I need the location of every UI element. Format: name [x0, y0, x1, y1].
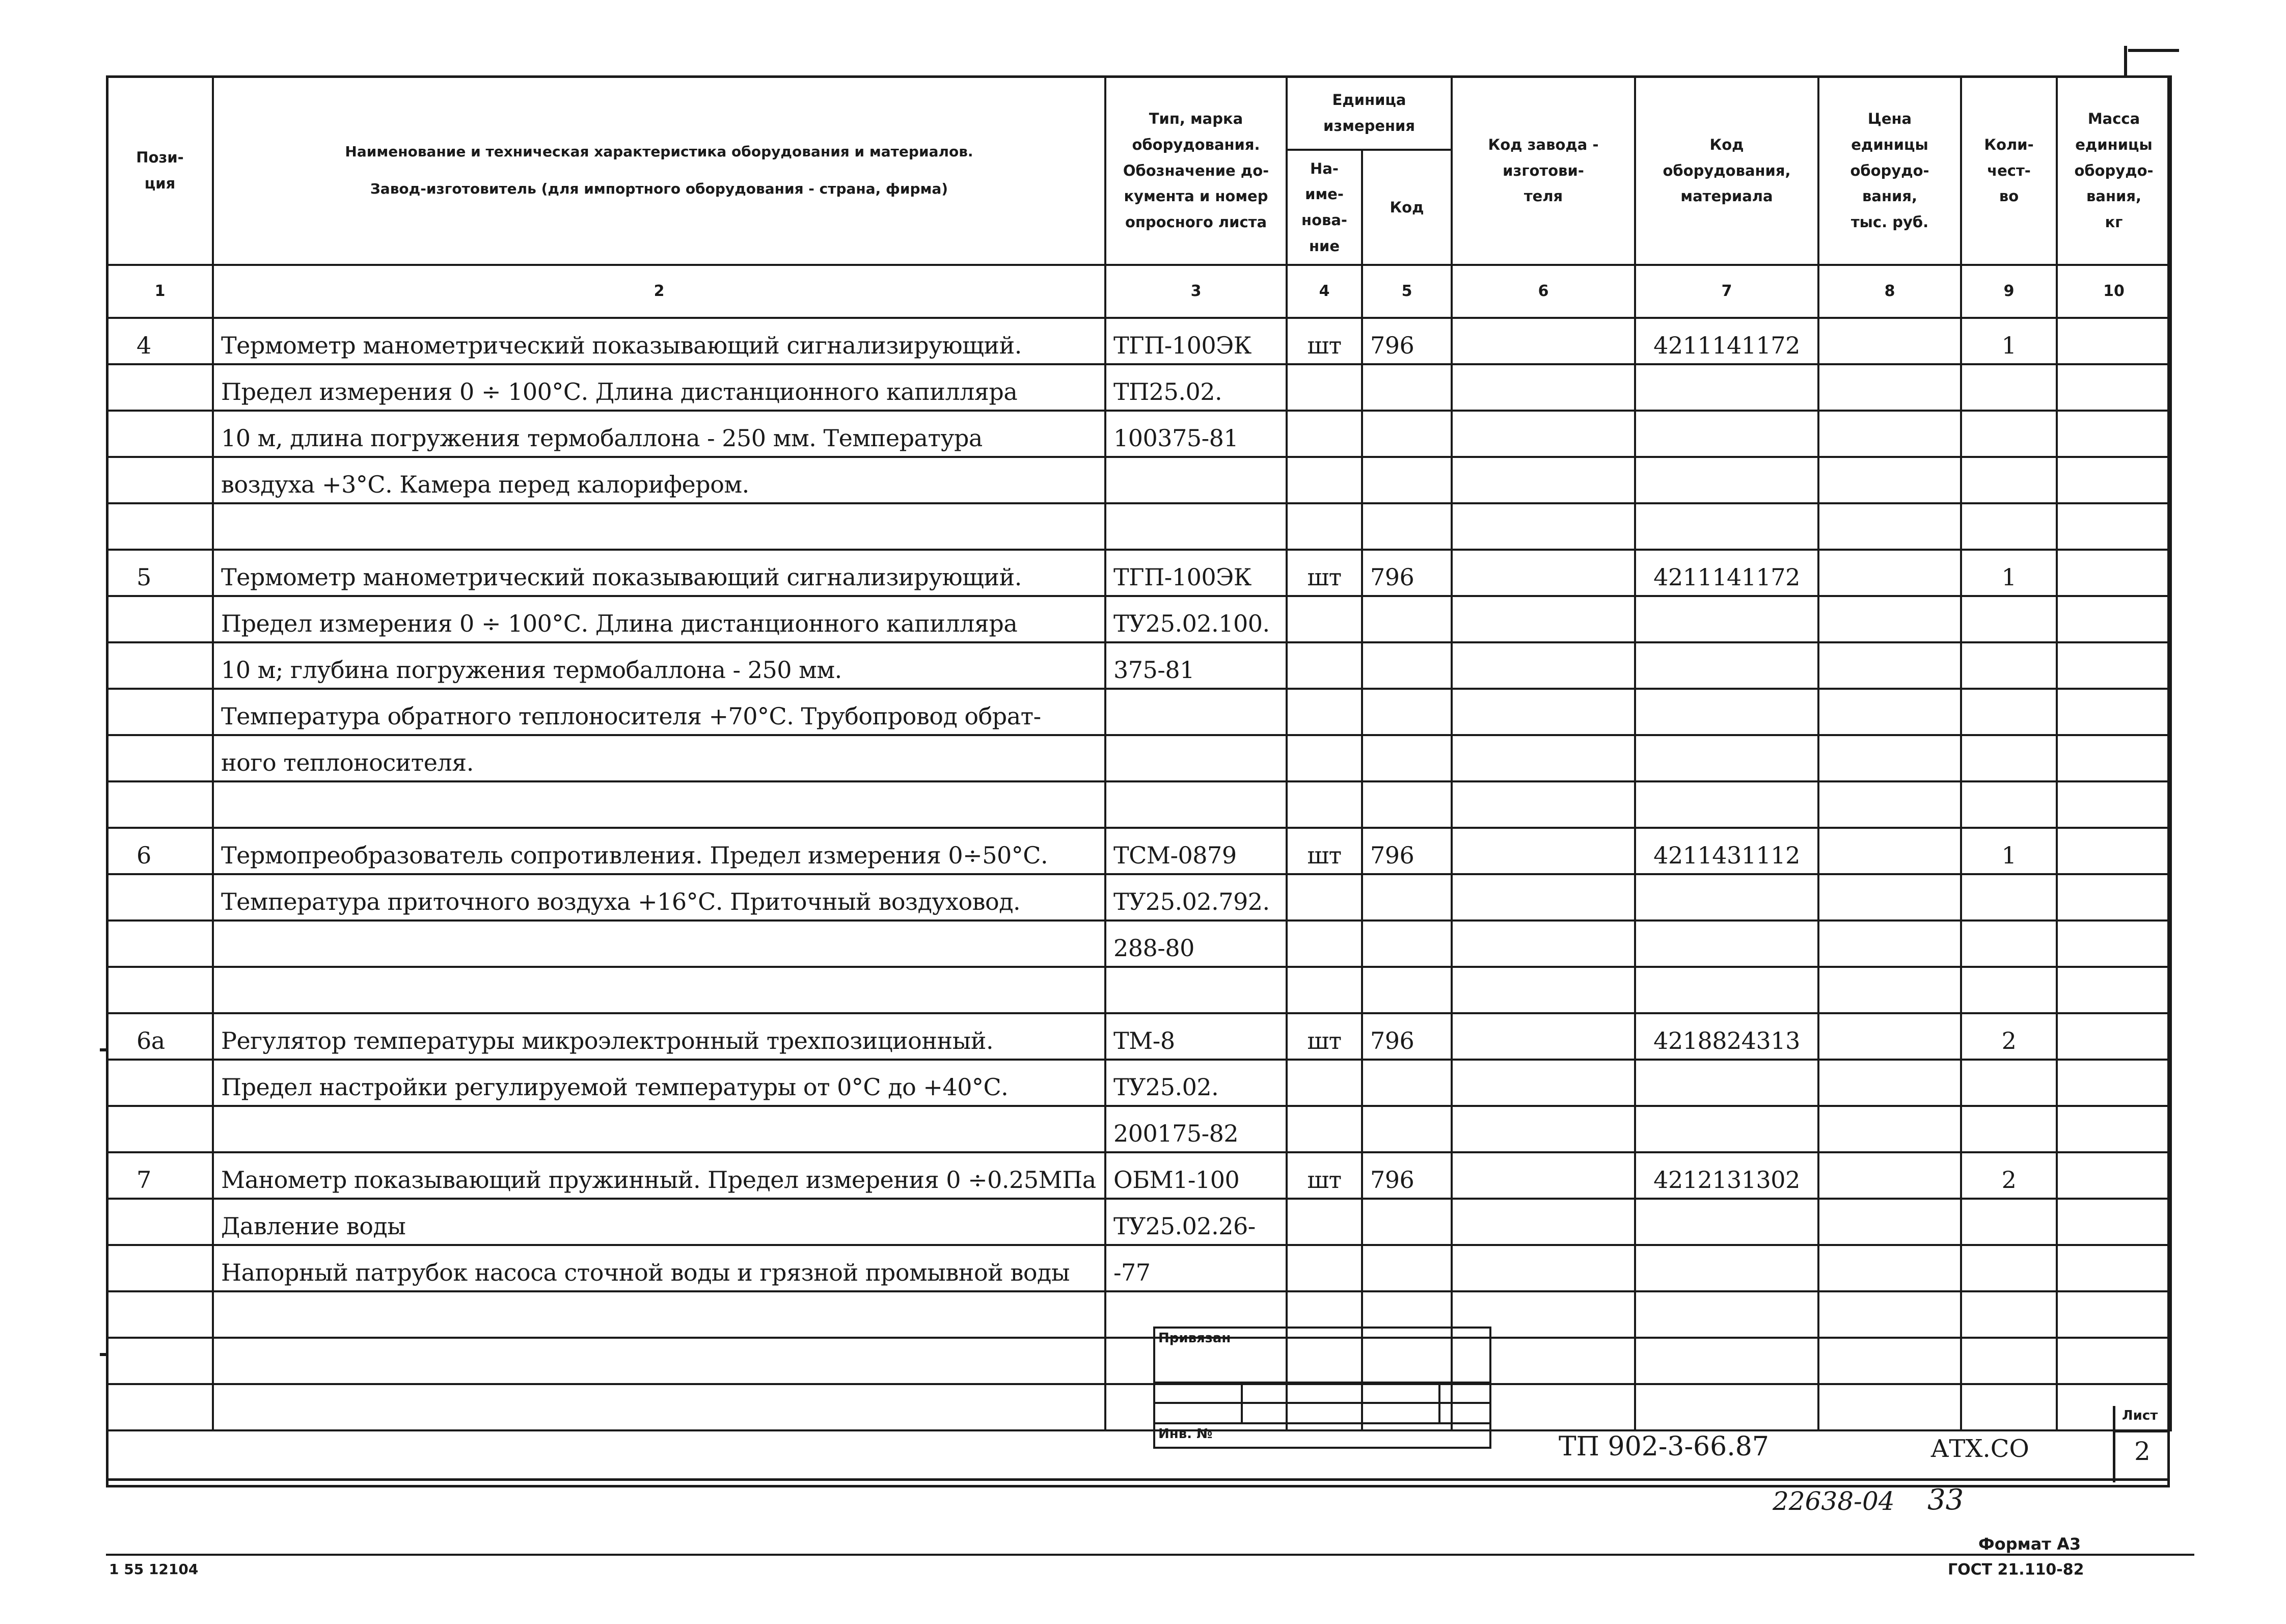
cell-quantity: [1961, 735, 2057, 781]
cell-price: [1818, 689, 1961, 735]
cell-price: [1818, 1199, 1961, 1245]
table-row: [107, 1338, 2171, 1384]
cell-unit: шт: [1287, 1152, 1362, 1199]
cell-price: [1818, 874, 1961, 921]
bottom-rule: [106, 1554, 2194, 1556]
cell-plant-code: [1452, 967, 1635, 1013]
cell-position: [107, 364, 213, 411]
cell-unit-code: [1362, 781, 1452, 828]
cell-price: [1818, 921, 1961, 967]
cell-equipment-code: 4211141172: [1635, 318, 1818, 364]
cell-unit-code: [1362, 1060, 1452, 1106]
table-row: [107, 1013, 2171, 1060]
cell-unit: [1287, 457, 1362, 503]
corner-mark: [2124, 46, 2127, 76]
cell-plant-code: [1452, 689, 1635, 735]
table-row: [107, 1106, 2171, 1152]
cell-plant-code: [1452, 921, 1635, 967]
cell-plant-code: [1452, 1199, 1635, 1245]
cell-equipment-code: 4218824313: [1635, 1013, 1818, 1060]
cell-quantity: [1961, 689, 2057, 735]
stamp-inv-label: Инв. №: [1154, 1423, 1490, 1448]
table-row: [107, 503, 2171, 550]
cell-quantity: [1961, 921, 2057, 967]
cell-name: 10 м; глубина погружения термобаллона - 250 мм.: [213, 642, 1105, 689]
cell-price: [1818, 1338, 1961, 1384]
cell-position: [107, 411, 213, 457]
cell-price: [1818, 642, 1961, 689]
column-number: 9: [1961, 265, 2057, 318]
cell-equipment-code: [1635, 1060, 1818, 1106]
cell-name: [213, 1338, 1105, 1384]
cell-unit-code: [1362, 921, 1452, 967]
cell-price: [1818, 1384, 1961, 1430]
document-code: ТП 902-3-66.87: [1559, 1431, 1769, 1462]
table-row: [107, 967, 2171, 1013]
cell-price: [1818, 457, 1961, 503]
cell-equipment-code: [1635, 457, 1818, 503]
cell-mass: [2057, 1291, 2171, 1338]
cell-type: ТГП-100ЭК: [1105, 318, 1287, 364]
cell-position: [107, 1060, 213, 1106]
cell-mass: [2057, 921, 2171, 967]
cell-unit: [1287, 1199, 1362, 1245]
cell-unit: [1287, 874, 1362, 921]
header-price: Цена единицы оборудо- вания, тыс. руб.: [1818, 76, 1961, 265]
cell-price: [1818, 318, 1961, 364]
table-row: [107, 411, 2171, 457]
cell-position: [107, 781, 213, 828]
header-name: Наименование и техническая характеристика оборудования и материалов. Завод-изготовитель (для импортного оборудования - страна, фирма): [213, 76, 1105, 265]
approval-stamp: [1153, 1327, 1491, 1449]
cell-mass: [2057, 828, 2171, 874]
cell-mass: [2057, 781, 2171, 828]
sheet-number: 2: [2134, 1437, 2151, 1466]
cell-unit: [1287, 689, 1362, 735]
cell-unit-code: [1362, 411, 1452, 457]
column-number: 2: [213, 265, 1105, 318]
cell-position: [107, 689, 213, 735]
cell-position: [107, 1291, 213, 1338]
column-number: 1: [107, 265, 213, 318]
cell-position: [107, 1199, 213, 1245]
cell-name: 10 м, длина погружения термобаллона - 250 мм. Температура: [213, 411, 1105, 457]
cell-unit: [1287, 596, 1362, 642]
cell-type: 100375-81: [1105, 411, 1287, 457]
cell-price: [1818, 967, 1961, 1013]
cell-unit: [1287, 411, 1362, 457]
header-unit-group: Единица измерения: [1287, 76, 1452, 150]
cell-quantity: 2: [1961, 1152, 2057, 1199]
cell-unit-code: 796: [1362, 1013, 1452, 1060]
cell-unit: [1287, 967, 1362, 1013]
cell-equipment-code: 4211431112: [1635, 828, 1818, 874]
cell-equipment-code: 4212131302: [1635, 1152, 1818, 1199]
cell-mass: [2057, 364, 2171, 411]
cell-equipment-code: [1635, 596, 1818, 642]
table-row: [107, 828, 2171, 874]
cell-position: [107, 921, 213, 967]
cell-quantity: 2: [1961, 1013, 2057, 1060]
cell-type: [1105, 967, 1287, 1013]
cell-plant-code: [1452, 874, 1635, 921]
cell-mass: [2057, 689, 2171, 735]
cell-plant-code: [1452, 596, 1635, 642]
cell-price: [1818, 550, 1961, 596]
cell-equipment-code: [1635, 921, 1818, 967]
table-row: [107, 921, 2171, 967]
cell-price: [1818, 364, 1961, 411]
cell-quantity: [1961, 457, 2057, 503]
cell-plant-code: [1452, 735, 1635, 781]
cell-unit-code: [1362, 967, 1452, 1013]
cell-mass: [2057, 1338, 2171, 1384]
cell-equipment-code: [1635, 1106, 1818, 1152]
cell-quantity: [1961, 781, 2057, 828]
cell-mass: [2057, 967, 2171, 1013]
cell-type: ТП25.02.: [1105, 364, 1287, 411]
cell-mass: [2057, 457, 2171, 503]
cell-quantity: [1961, 1060, 2057, 1106]
format-label: Формат А3: [1978, 1534, 2081, 1554]
header-equipment-code: Код оборудования, материала: [1635, 76, 1818, 265]
cell-quantity: [1961, 1199, 2057, 1245]
cell-position: [107, 1245, 213, 1291]
document-mark: АТХ.СО: [1930, 1434, 2029, 1463]
cell-type: -77: [1105, 1245, 1287, 1291]
cell-quantity: [1961, 1106, 2057, 1152]
specification-table: [106, 75, 2172, 1431]
cell-name: воздуха +3°С. Камера перед калорифером.: [213, 457, 1105, 503]
cell-plant-code: [1452, 1013, 1635, 1060]
cell-plant-code: [1452, 318, 1635, 364]
gost-label: ГОСТ 21.110-82: [1948, 1561, 2084, 1579]
page-number: 33: [1927, 1483, 1964, 1517]
cell-quantity: [1961, 1338, 2057, 1384]
table-row: [107, 874, 2171, 921]
cell-equipment-code: [1635, 781, 1818, 828]
cell-price: [1818, 596, 1961, 642]
cell-equipment-code: [1635, 503, 1818, 550]
sheet-box-divider: [2113, 1430, 2170, 1432]
column-number: 4: [1287, 265, 1362, 318]
cell-quantity: 1: [1961, 828, 2057, 874]
cell-unit-code: [1362, 596, 1452, 642]
cell-plant-code: [1452, 503, 1635, 550]
cell-position: [107, 642, 213, 689]
cell-equipment-code: [1635, 1199, 1818, 1245]
cell-unit-code: [1362, 503, 1452, 550]
cell-unit: [1287, 735, 1362, 781]
cell-unit: [1287, 921, 1362, 967]
cell-name: Температура обратного теплоносителя +70°С. Трубопровод обрат-: [213, 689, 1105, 735]
cell-name: Напорный патрубок насоса сточной воды и грязной промывной воды: [213, 1245, 1105, 1291]
cell-position: [107, 735, 213, 781]
cell-unit: шт: [1287, 550, 1362, 596]
header-unit-name: На- име- нова- ние: [1287, 150, 1362, 265]
cell-type: [1105, 689, 1287, 735]
cell-type: 288-80: [1105, 921, 1287, 967]
cell-mass: [2057, 411, 2171, 457]
cell-plant-code: [1452, 457, 1635, 503]
cell-price: [1818, 503, 1961, 550]
sheet-label: Лист: [2122, 1408, 2158, 1423]
cell-mass: [2057, 642, 2171, 689]
column-number: 3: [1105, 265, 1287, 318]
cell-unit: [1287, 503, 1362, 550]
cell-type: ТСМ-0879: [1105, 828, 1287, 874]
cell-mass: [2057, 1106, 2171, 1152]
cell-type: ТМ-8: [1105, 1013, 1287, 1060]
cell-mass: [2057, 1013, 2171, 1060]
cell-position: 4: [107, 318, 213, 364]
cell-quantity: [1961, 503, 2057, 550]
cell-name: [213, 1106, 1105, 1152]
cell-equipment-code: [1635, 1245, 1818, 1291]
cell-position: [107, 1384, 213, 1430]
cell-name: Давление воды: [213, 1199, 1105, 1245]
cell-type: 375-81: [1105, 642, 1287, 689]
cell-mass: [2057, 1060, 2171, 1106]
cell-quantity: 1: [1961, 550, 2057, 596]
cell-quantity: [1961, 1245, 2057, 1291]
table-row: [107, 781, 2171, 828]
cell-unit-code: [1362, 364, 1452, 411]
cell-equipment-code: [1635, 689, 1818, 735]
cell-unit-code: [1362, 689, 1452, 735]
cell-position: [107, 503, 213, 550]
cell-name: [213, 921, 1105, 967]
cell-equipment-code: [1635, 1384, 1818, 1430]
cell-name: Предел измерения 0 ÷ 100°С. Длина дистанционного капилляра: [213, 596, 1105, 642]
cell-equipment-code: [1635, 364, 1818, 411]
cell-unit: шт: [1287, 828, 1362, 874]
cell-name: [213, 1384, 1105, 1430]
cell-quantity: [1961, 1384, 2057, 1430]
cell-name: ного теплоносителя.: [213, 735, 1105, 781]
cell-position: [107, 1106, 213, 1152]
cell-price: [1818, 1152, 1961, 1199]
cell-unit-code: 796: [1362, 828, 1452, 874]
cell-plant-code: [1452, 550, 1635, 596]
column-number: 5: [1362, 265, 1452, 318]
cell-equipment-code: [1635, 735, 1818, 781]
cell-position: 6: [107, 828, 213, 874]
table-row: [107, 1384, 2171, 1430]
cell-quantity: [1961, 1291, 2057, 1338]
cell-type: ТГП-100ЭК: [1105, 550, 1287, 596]
header-mass: Масса единицы оборудо- вания, кг: [2057, 76, 2171, 265]
column-number: 8: [1818, 265, 1961, 318]
cell-equipment-code: 4211141172: [1635, 550, 1818, 596]
cell-type: [1105, 735, 1287, 781]
print-code: 1 55 12104: [109, 1561, 199, 1578]
cell-equipment-code: [1635, 642, 1818, 689]
table-row: [107, 689, 2171, 735]
cell-plant-code: [1452, 1245, 1635, 1291]
cell-unit-code: [1362, 1245, 1452, 1291]
cell-quantity: [1961, 874, 2057, 921]
table-header-row: [107, 76, 2171, 150]
column-number: 7: [1635, 265, 1818, 318]
cell-price: [1818, 1106, 1961, 1152]
table-row: [107, 735, 2171, 781]
cell-name: Термометр манометрический показывающий сигнализирующий.: [213, 318, 1105, 364]
cell-unit-code: [1362, 1106, 1452, 1152]
cell-plant-code: [1452, 828, 1635, 874]
cell-type: 200175-82: [1105, 1106, 1287, 1152]
cell-position: 7: [107, 1152, 213, 1199]
table-row: [107, 318, 2171, 364]
cell-position: 6а: [107, 1013, 213, 1060]
cell-quantity: 1: [1961, 318, 2057, 364]
cell-position: [107, 457, 213, 503]
table-row: [107, 1152, 2171, 1199]
cell-name: [213, 1291, 1105, 1338]
cell-equipment-code: [1635, 874, 1818, 921]
header-plant-code: Код завода - изготови- теля: [1452, 76, 1635, 265]
table-row: [107, 457, 2171, 503]
cell-equipment-code: [1635, 967, 1818, 1013]
cell-unit: [1287, 1245, 1362, 1291]
cell-quantity: [1961, 411, 2057, 457]
cell-mass: [2057, 1152, 2171, 1199]
cell-unit: [1287, 642, 1362, 689]
corner-mark: [2128, 49, 2179, 52]
cell-mass: [2057, 874, 2171, 921]
cell-price: [1818, 735, 1961, 781]
cell-name: Предел настройки регулируемой температуры от 0°С до +40°С.: [213, 1060, 1105, 1106]
table-row: [107, 1291, 2171, 1338]
cell-type: ОБМ1-100: [1105, 1152, 1287, 1199]
cell-mass: [2057, 1199, 2171, 1245]
cell-unit: шт: [1287, 318, 1362, 364]
cell-plant-code: [1452, 411, 1635, 457]
cell-mass: [2057, 735, 2171, 781]
cell-quantity: [1961, 642, 2057, 689]
cell-unit-code: [1362, 874, 1452, 921]
cell-plant-code: [1452, 642, 1635, 689]
table-row: [107, 1199, 2171, 1245]
cell-unit-code: [1362, 457, 1452, 503]
cell-position: [107, 874, 213, 921]
cell-unit: [1287, 1106, 1362, 1152]
table-row: [107, 596, 2171, 642]
cell-price: [1818, 781, 1961, 828]
cell-position: [107, 1338, 213, 1384]
cell-price: [1818, 1013, 1961, 1060]
cell-quantity: [1961, 967, 2057, 1013]
cell-plant-code: [1452, 781, 1635, 828]
cell-name: Манометр показывающий пружинный. Предел измерения 0 ÷0.25МПа: [213, 1152, 1105, 1199]
cell-quantity: [1961, 596, 2057, 642]
cell-unit-code: [1362, 735, 1452, 781]
cell-plant-code: [1452, 1106, 1635, 1152]
cell-type: ТУ25.02.792.: [1105, 874, 1287, 921]
cell-price: [1818, 411, 1961, 457]
cell-quantity: [1961, 364, 2057, 411]
stamp-bound-label: Привязан: [1154, 1328, 1490, 1383]
cell-type: [1105, 781, 1287, 828]
cell-type: ТУ25.02.100.: [1105, 596, 1287, 642]
table-row: [107, 550, 2171, 596]
cell-unit-code: [1362, 642, 1452, 689]
cell-price: [1818, 1291, 1961, 1338]
table-row: [107, 364, 2171, 411]
column-number: 6: [1452, 265, 1635, 318]
cell-unit: шт: [1287, 1013, 1362, 1060]
table-row: [107, 1060, 2171, 1106]
cell-unit-code: [1362, 1199, 1452, 1245]
cell-name: Предел измерения 0 ÷ 100°С. Длина дистанционного капилляра: [213, 364, 1105, 411]
cell-name: Регулятор температуры микроэлектронный трехпозиционный.: [213, 1013, 1105, 1060]
header-type: Тип, марка оборудования. Обозначение до- кумента и номер опросного листа: [1105, 76, 1287, 265]
cell-mass: [2057, 596, 2171, 642]
cell-type: ТУ25.02.26-: [1105, 1199, 1287, 1245]
cell-unit-code: 796: [1362, 1152, 1452, 1199]
table-row: [107, 1245, 2171, 1291]
cell-name: Термопреобразователь сопротивления. Предел измерения 0÷50°С.: [213, 828, 1105, 874]
cell-position: [107, 596, 213, 642]
column-number: 10: [2057, 265, 2171, 318]
cell-unit: [1287, 781, 1362, 828]
table-row: [107, 642, 2171, 689]
cell-equipment-code: [1635, 411, 1818, 457]
cell-name: Температура приточного воздуха +16°С. Приточный воздуховод.: [213, 874, 1105, 921]
title-block-rule: [106, 1478, 2170, 1481]
cell-plant-code: [1452, 1060, 1635, 1106]
cell-unit-code: 796: [1362, 318, 1452, 364]
cell-name: [213, 781, 1105, 828]
cell-name: [213, 503, 1105, 550]
cell-plant-code: [1452, 1152, 1635, 1199]
cell-name: [213, 967, 1105, 1013]
cell-price: [1818, 1245, 1961, 1291]
cell-equipment-code: [1635, 1291, 1818, 1338]
cell-type: [1105, 503, 1287, 550]
cell-type: [1105, 457, 1287, 503]
cell-unit: [1287, 1060, 1362, 1106]
cell-unit-code: 796: [1362, 550, 1452, 596]
inventory-number: 22638-04: [1773, 1486, 1895, 1516]
cell-position: 5: [107, 550, 213, 596]
header-quantity: Коли- чест- во: [1961, 76, 2057, 265]
cell-price: [1818, 1060, 1961, 1106]
cell-mass: [2057, 1245, 2171, 1291]
cell-mass: [2057, 503, 2171, 550]
cell-mass: [2057, 550, 2171, 596]
cell-unit: [1287, 364, 1362, 411]
cell-equipment-code: [1635, 1338, 1818, 1384]
cell-type: ТУ25.02.: [1105, 1060, 1287, 1106]
cell-plant-code: [1452, 364, 1635, 411]
cell-price: [1818, 828, 1961, 874]
header-position: Пози- ция: [107, 76, 213, 265]
header-unit-code: Код: [1362, 150, 1452, 265]
cell-position: [107, 967, 213, 1013]
cell-name: Термометр манометрический показывающий сигнализирующий.: [213, 550, 1105, 596]
cell-mass: [2057, 318, 2171, 364]
column-number-row: [107, 265, 2171, 318]
